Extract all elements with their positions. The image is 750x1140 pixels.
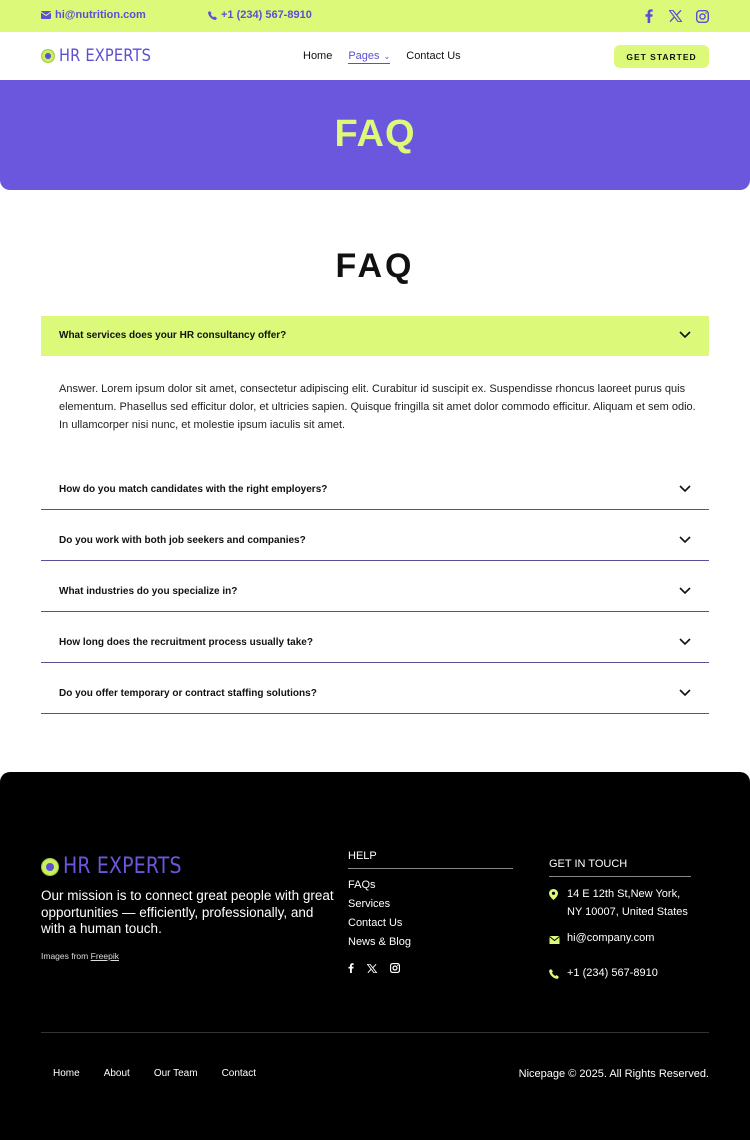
nav-item-pages[interactable] xyxy=(348,50,390,64)
x-icon[interactable] xyxy=(367,960,377,978)
chevron-down-icon xyxy=(679,686,691,698)
freepik-link[interactable]: Freepik xyxy=(90,951,119,961)
footer-divider xyxy=(41,1032,709,1033)
chevron-down-icon xyxy=(679,635,691,647)
top-bar xyxy=(0,0,750,32)
chevron-down-icon xyxy=(679,584,691,596)
bottom-link-team[interactable]: Our Team xyxy=(153,1068,198,1079)
nav-menu xyxy=(303,50,461,64)
faq-question: What industries do you specialize in? xyxy=(59,586,238,597)
bottom-link-about[interactable]: About xyxy=(103,1068,130,1079)
contact-address xyxy=(549,885,691,921)
phone-text: +1 (234) 567-8910 xyxy=(567,967,658,979)
location-pin-icon xyxy=(549,885,561,921)
nav-item-home[interactable]: Home xyxy=(303,50,333,62)
chevron-down-icon: ⌄ xyxy=(383,52,391,61)
topbar-phone-text: +1 (234) 567-8910 xyxy=(221,9,312,21)
topbar-phone[interactable] xyxy=(208,9,312,21)
phone-icon xyxy=(549,964,561,985)
x-icon[interactable] xyxy=(669,8,682,24)
faq-item[interactable] xyxy=(41,623,709,663)
faq-item[interactable] xyxy=(41,470,709,510)
help-links xyxy=(348,879,513,948)
topbar-email[interactable] xyxy=(41,9,146,21)
faq-question: Do you work with both job seekers and companies? xyxy=(59,535,306,546)
logo-mark-icon xyxy=(41,858,59,876)
mission-statement: Our mission is to connect great people with great opportunities — efficiently, professionally, and with a human touch. xyxy=(41,888,334,936)
facebook-icon[interactable] xyxy=(642,8,655,24)
faq-answer: Answer. Lorem ipsum dolor sit amet, consectetur adipiscing elit. Curabitur id suscipit ex. Suspendisse rhoncus laoreet purus quis elementum. Phasellus sed efficitur dolor, et ultricies sapien. Quisque fringilla sit amet dolor commodo efficitur. Aliquam et sem odio. In ullamcorper nisi nunc, et molestie ipsum iaculis sit amet. xyxy=(59,383,696,431)
topbar-socials xyxy=(642,8,709,24)
mail-icon xyxy=(41,11,51,19)
footer-brand-name: HR EXPERTS xyxy=(63,854,182,879)
contact-email[interactable] xyxy=(549,929,691,950)
footer-socials xyxy=(348,960,513,978)
faq-item-expanded[interactable] xyxy=(41,316,709,356)
footer-bottom-nav xyxy=(53,1068,256,1079)
credits-prefix: Images from xyxy=(41,951,89,961)
footer-help xyxy=(348,850,513,978)
footer-brand-logo[interactable] xyxy=(41,854,201,879)
main-nav xyxy=(0,32,750,80)
faq-question: Do you offer temporary or contract staffing solutions? xyxy=(59,688,317,699)
image-credits xyxy=(41,951,119,961)
footer-link-faqs[interactable]: FAQs xyxy=(348,879,376,891)
logo-mark-icon xyxy=(41,49,55,63)
faq-item[interactable] xyxy=(41,674,709,714)
hero-title: FAQ xyxy=(334,113,416,155)
faq-question: How do you match candidates with the right employers? xyxy=(59,484,328,495)
instagram-icon[interactable] xyxy=(696,8,709,24)
footer-link-services[interactable]: Services xyxy=(348,898,391,910)
faq-question: How long does the recruitment process usually take? xyxy=(59,637,313,648)
nav-item-pages-label: Pages xyxy=(348,50,380,62)
mail-icon xyxy=(549,929,561,950)
facebook-icon[interactable] xyxy=(348,960,354,978)
brand-name: HR EXPERTS xyxy=(59,46,152,66)
address-text: 14 E 12th St,New York, NY 10007, United States xyxy=(567,888,688,918)
bottom-link-home[interactable]: Home xyxy=(53,1068,80,1079)
faq-section-title: FAQ xyxy=(335,247,415,285)
footer-link-contact[interactable]: Contact Us xyxy=(348,917,403,929)
copyright: Nicepage © 2025. All Rights Reserved. xyxy=(518,1068,709,1080)
chevron-down-icon xyxy=(679,533,691,545)
topbar-email-text: hi@nutrition.com xyxy=(55,9,146,21)
nav-item-contact[interactable]: Contact Us xyxy=(406,50,461,62)
chevron-down-icon xyxy=(679,482,691,494)
hero-banner xyxy=(0,80,750,190)
bottom-link-contact[interactable]: Contact xyxy=(221,1068,257,1079)
chevron-up-icon xyxy=(679,328,691,340)
site-footer xyxy=(0,772,750,1140)
contact-heading: GET IN TOUCH xyxy=(549,858,691,877)
email-text: hi@company.com xyxy=(567,932,655,944)
help-heading: HELP xyxy=(348,850,513,869)
get-started-button[interactable]: GET STARTED xyxy=(614,45,709,68)
footer-contact xyxy=(549,858,691,985)
footer-link-news[interactable]: News & Blog xyxy=(348,936,411,948)
contact-phone[interactable] xyxy=(549,964,691,985)
faq-item[interactable] xyxy=(41,521,709,561)
brand-logo[interactable] xyxy=(41,46,166,66)
faq-item[interactable] xyxy=(41,572,709,612)
phone-icon xyxy=(208,11,217,20)
instagram-icon[interactable] xyxy=(390,960,400,978)
faq-question: What services does your HR consultancy offer? xyxy=(59,330,287,341)
